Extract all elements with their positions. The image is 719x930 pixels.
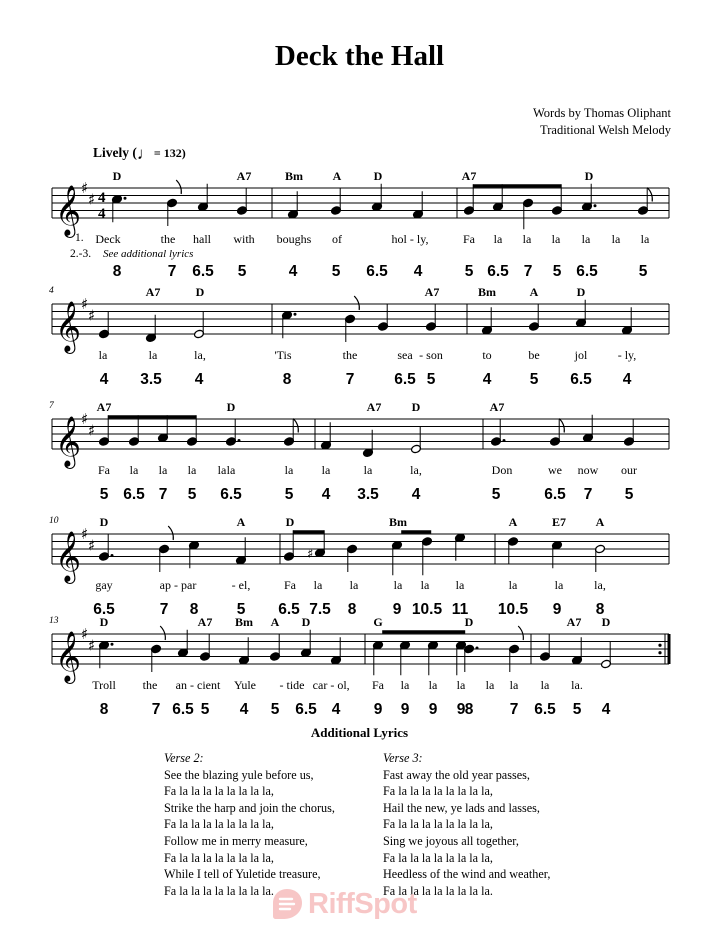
harmonica-tab: 8 [189,601,199,618]
lyric-syllable: of [332,232,342,246]
lyric-syllable: we [548,463,562,477]
harmonica-tab: 9 [552,601,562,618]
harmonica-tab: 9 [456,701,466,718]
lyric-syllable: la [522,232,532,246]
time-signature-top: 4 [98,190,106,206]
treble-clef-icon: 𝄞 [55,185,82,236]
chord-symbol: A [508,515,518,529]
chord-symbol: D [99,615,109,629]
lyric-syllable: boughs [276,232,312,246]
treble-clef-icon: 𝄞 [55,416,82,467]
harmonica-tab: 3.5 [140,371,162,388]
lyric-syllable: la [456,678,466,692]
verse-line: Fa la la la la la la la la. [164,883,274,898]
chord-symbol: A7 [461,169,477,183]
chord-symbol: A7 [489,400,505,414]
verse-3-label: Verse 3: [383,751,423,765]
lyric-syllable: la [485,678,495,692]
verse-number: 2.-3. [70,248,92,260]
lyric-syllable: la [508,578,518,592]
harmonica-tab: 6.5 [192,263,214,280]
harmonica-tab: 8 [595,601,605,618]
verse-line: While I tell of Yuletide treasure, [164,867,321,882]
harmonica-tab: 6.5 [394,371,416,388]
lyric-syllable: la [540,678,550,692]
chord-symbol: D [464,615,474,629]
verse-line: Fa la la la la la la la la, [383,817,493,832]
lyric-syllable: Fa [372,678,384,692]
lyric-syllable: 'Tis [274,348,292,362]
chord-symbol: D [226,400,236,414]
dot [594,204,597,207]
composer-credit: Traditional Welsh Melody [540,123,671,137]
lyric-syllable: la [284,463,294,477]
harmonica-tab: 7 [583,486,593,503]
harmonica-tab: 9 [400,701,410,718]
verse-line: Heedless of the wind and weather, [383,867,551,882]
verse-line: Fast away the old year passes, [383,767,530,782]
harmonica-tab: 4 [413,263,423,280]
lyric-syllable: la [158,463,168,477]
lyric-syllable: jol [574,348,588,362]
verse-2 [164,750,335,899]
beam [293,530,324,533]
chord-symbol: Bm [389,515,407,529]
lyric-syllable: - tide [279,678,305,692]
lyric-syllable: la [393,578,403,592]
harmonica-tab: 4 [622,371,632,388]
dot [238,439,241,442]
lyric-syllable: la [363,463,373,477]
beam [401,530,431,533]
harmonica-tab: 6.5 [544,486,566,503]
harmonica-tab: 5 [270,701,280,718]
riffspot-logo-text: RiffSpot [308,888,417,920]
lyric-syllable: la [509,678,519,692]
harmonica-tab: 8 [347,601,357,618]
lyric-syllable: with [233,232,255,246]
verse-line: Fa la la la la la la la la, [164,784,274,799]
verse-line: Fa la la la la la la la la, [383,784,493,799]
lyric-syllable: la. [571,678,583,692]
lyric-syllable: la [148,348,158,362]
harmonica-tab: 5 [200,701,210,718]
lyric-syllable: la [313,578,323,592]
harmonica-tab: 5 [331,263,341,280]
key-signature-sharp-icon: ♯ [88,636,96,655]
harmonica-tab: 8 [112,263,122,280]
chord-symbol: D [301,615,311,629]
repeat-dot [658,651,661,654]
verse-line: Fa la la la la la la la la, [383,850,493,865]
key-signature-sharp-icon: ♯ [88,306,96,325]
harmonica-tab: 5 [624,486,634,503]
verse-line: Fa la la la la la la la la. [383,883,493,898]
lyric-syllable: la [640,232,650,246]
lyric-syllable: la [581,232,591,246]
dot [124,197,127,200]
chord-symbol: D [601,615,611,629]
harmonica-tab: 11 [451,601,469,618]
harmonica-tab: 4 [411,486,421,503]
harmonica-tab: 7 [151,701,161,718]
key-signature-sharp-icon: ♯ [81,295,89,313]
harmonica-tab: 5 [552,263,562,280]
verse-line: Fa la la la la la la la la, [164,817,274,832]
lyric-syllable: la [611,232,621,246]
dot [111,554,114,557]
lyric-syllable: Troll [92,678,116,692]
eighth-flag [518,626,523,640]
key-signature-sharp-icon: ♯ [81,625,89,643]
lyric-syllable: la [554,578,564,592]
chord-symbol: A [236,515,246,529]
verse-line: Hail the new, ye lads and lasses, [383,800,540,815]
chord-symbol: G [373,615,383,629]
lyric-syllable: Fa [284,578,296,592]
lyric-syllable: Fa [98,463,110,477]
harmonica-tab: 10.5 [411,601,443,618]
harmonica-tab: 6.5 [576,263,598,280]
lyric-syllable: an - cient [175,678,221,692]
chord-symbol: A [332,169,342,183]
harmonica-tab: 4 [194,371,204,388]
chord-symbol: D [195,285,205,299]
harmonica-tab: 5 [491,486,501,503]
lyric-syllable: la [217,463,227,477]
chord-symbol: A [270,615,280,629]
key-signature-sharp-icon: ♯ [81,410,89,428]
harmonica-tab: 9 [392,601,402,618]
chord-symbol: A7 [566,615,582,629]
eighth-flag [160,626,165,640]
harmonica-tab: 7 [158,486,168,503]
harmonica-tab: 7 [159,601,169,618]
harmonica-tab: 4 [482,371,492,388]
lyric-syllable: la, [594,578,606,592]
beam [382,630,465,633]
chord-symbol: A7 [236,169,252,183]
key-signature-sharp-icon: ♯ [81,525,89,543]
chord-symbol: A7 [96,400,112,414]
lyric-syllable: la, [410,463,422,477]
harmonica-tab: 4 [601,701,611,718]
harmonica-tab: 6.5 [534,701,556,718]
harmonica-tab: 5 [284,486,294,503]
lyric-syllable: Deck [95,232,121,246]
harmonica-tab: 6.5 [366,263,388,280]
lyric-syllable: la [428,678,438,692]
harmonica-tab: 7.5 [309,601,331,618]
key-signature-sharp-icon: ♯ [88,536,96,555]
verse-line: Follow me in merry measure, [164,833,308,848]
eighth-flag [559,419,564,433]
beam [473,184,561,187]
lyric-syllable: ap - par [159,578,197,592]
lyric-syllable: la [551,232,561,246]
lyric-syllable: the [142,678,158,692]
measure-number: 4 [49,286,54,296]
lyric-syllable: hall [193,232,211,246]
harmonica-tab: 7 [345,371,355,388]
lyric-syllable: the [160,232,176,246]
lyric-syllable: Fa [463,232,475,246]
verse-line: Strike the harp and join the chorus, [164,800,335,815]
dot [476,647,479,650]
lyric-syllable: our [621,463,637,477]
lyric-syllable: la [226,463,236,477]
chord-symbol: Bm [285,169,303,183]
lyric-syllable: car [312,678,328,692]
harmonica-tab: 7 [523,263,533,280]
harmonica-tab: 6.5 [278,601,300,618]
verse-line: See the blazing yule before us, [164,767,314,782]
harmonica-tab: 5 [187,486,197,503]
harmonica-tab: 5 [236,601,246,618]
page-title: Deck the Hall [274,40,445,72]
lyric-syllable: - ly, [617,348,637,362]
harmonica-tab: 5 [464,263,474,280]
chord-symbol: D [411,400,421,414]
repeat-dot [658,644,661,647]
harmonica-tab: 6.5 [295,701,317,718]
chord-symbol: D [99,515,109,529]
harmonica-tab: 4 [331,701,341,718]
lyric-syllable: Don [491,463,513,477]
eighth-flag [168,526,173,540]
harmonica-tab: 3.5 [357,486,379,503]
treble-clef-icon: 𝄞 [55,301,82,352]
chord-symbol: D [285,515,295,529]
harmonica-tab: 9 [428,701,438,718]
tempo-value: = 132) [153,146,186,160]
lyric-syllable: gay [95,578,113,592]
eighth-flag [293,419,298,433]
harmonica-tab: 4 [99,371,109,388]
quarter-note-icon: ♩ [136,144,154,163]
harmonica-tab: 4 [288,263,298,280]
lyric-syllable: - son [419,348,443,362]
chord-symbol: D [576,285,586,299]
lyric-syllable: Yule [234,678,256,692]
chord-symbol: A [529,285,539,299]
key-signature-sharp-icon: ♯ [81,179,89,197]
harmonica-tab: 6.5 [93,601,115,618]
lyric-syllable: la [321,463,331,477]
lyric-syllable: la [129,463,139,477]
riffspot-logo[interactable] [270,885,450,927]
harmonica-tab: 5 [99,486,109,503]
key-signature-sharp-icon: ♯ [88,421,96,440]
harmonica-tab: 7 [509,701,519,718]
treble-clef-icon: 𝄞 [55,531,82,582]
eighth-flag [354,296,359,310]
harmonica-tab: 6.5 [487,263,509,280]
time-signature-bottom: 4 [98,206,106,222]
lyric-syllable: sea [397,348,413,362]
treble-clef-icon: 𝄞 [55,631,82,682]
chord-symbol: D [373,169,383,183]
harmonica-tab: 6.5 [570,371,592,388]
riffspot-logo-icon [270,887,304,921]
chord-symbol: A7 [366,400,382,414]
additional-lyrics-heading: Additional Lyrics [310,725,409,740]
additional-lyrics-note: See additional lyrics [103,248,194,260]
harmonica-tab: 6.5 [123,486,145,503]
lyric-syllable: la [493,232,503,246]
dot [111,643,114,646]
lyric-syllable: la [420,578,430,592]
lyric-syllable: now [577,463,599,477]
harmonica-tab: 4 [239,701,249,718]
verse-number: 1. [75,232,84,244]
lyric-syllable: la, [194,348,206,362]
chord-symbol: A [595,515,605,529]
dot [503,439,506,442]
harmonica-tab: 6.5 [220,486,242,503]
harmonica-tab: 5 [426,371,436,388]
lyric-syllable: to [482,348,492,362]
tempo-label: Lively ( [93,145,137,160]
measure-number: 13 [49,616,59,626]
verse-line: Fa la la la la la la la la, [164,850,274,865]
lyric-syllable: be [528,348,540,362]
harmonica-tab: 8 [282,371,292,388]
lyric-syllable: the [342,348,358,362]
dot [294,313,297,316]
harmonica-tab: 8 [99,701,109,718]
verse-2-label: Verse 2: [164,751,204,765]
harmonica-tab: 8 [464,701,474,718]
harmonica-tab: 9 [373,701,383,718]
lyric-syllable: la [400,678,410,692]
harmonica-tab: 4 [321,486,331,503]
sharp-icon: ♯ [307,546,314,562]
harmonica-tab: 5 [572,701,582,718]
lyric-syllable: la [98,348,108,362]
chord-symbol: D [112,169,122,183]
harmonica-tab: 7 [167,263,177,280]
chord-symbol: Bm [235,615,253,629]
harmonica-tab: 5 [638,263,648,280]
chord-symbol: Bm [478,285,496,299]
verse-3 [383,750,550,899]
lyric-syllable: - ol, [330,678,350,692]
key-signature-sharp-icon: ♯ [88,190,96,209]
lyric-syllable: la [187,463,197,477]
harmonica-tab: 5 [529,371,539,388]
harmonica-tab: 5 [237,263,247,280]
lyric-syllable: la [349,578,359,592]
eighth-flag [176,180,181,194]
chord-symbol: A7 [424,285,440,299]
harmonica-tab: 10.5 [497,601,529,618]
eighth-flag [647,188,652,202]
lyric-syllable: la [455,578,465,592]
chord-symbol: A7 [145,285,161,299]
lyric-syllable: - el, [231,578,251,592]
measure-number: 7 [49,401,54,411]
harmonica-tab: 6.5 [172,701,194,718]
measure-number: 10 [49,516,59,526]
verse-line: Sing we joyous all together, [383,833,519,848]
beam [108,415,196,418]
lyric-syllable: hol - ly, [391,232,429,246]
lyricist-credit: Words by Thomas Oliphant [533,106,671,120]
chord-symbol: D [584,169,594,183]
chord-symbol: E7 [551,515,567,529]
chord-symbol: A7 [197,615,213,629]
